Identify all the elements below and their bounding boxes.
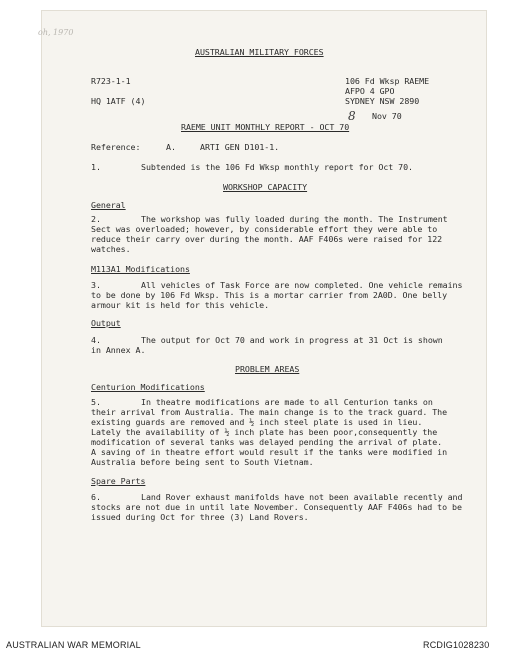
para-1-text: Subtended is the 106 Fd Wksp monthly report for Oct 70. [141, 162, 413, 172]
reference-value: ARTI GEN D101-1. [200, 142, 280, 152]
para-5-line-3: existing guards are removed and ½ inch steel plate is used in lieu. [91, 417, 423, 427]
document-title: AUSTRALIAN MILITARY FORCES [195, 47, 324, 57]
section-title-problem-areas: PROBLEM AREAS [235, 364, 300, 374]
report-date: Nov 70 [372, 111, 402, 121]
footer-institution: AUSTRALIAN WAR MEMORIAL [6, 640, 141, 650]
para-5-line-7: Australia before being sent to South Vietnam. [91, 457, 314, 467]
para-3-line-1: All vehicles of Task Force are now completed. One vehicle remains [141, 280, 463, 290]
report-title: RAEME UNIT MONTHLY REPORT - OCT 70 [181, 122, 350, 132]
reference-label: Reference: [91, 142, 141, 152]
unit-address-line-3: SYDNEY NSW 2890 [345, 96, 420, 106]
para-4-number: 4. [91, 335, 101, 345]
para-2-line-3: reduce their carry over during the month. AAF F406s were raised for 122 [91, 234, 443, 244]
para-5-line-4: Lately the availability of ½ inch plate has been poor,consequently the [91, 427, 438, 437]
para-5-line-6: A saving of in theatre effort would result if the tanks were modified in [91, 447, 448, 457]
para-5-line-2: their arrival from Australia. The main change is to the track guard. The [91, 407, 448, 417]
unit-address-line-2: AFPO 4 GPO [345, 86, 395, 96]
para-5-line-5: modification of several tanks was delayed pending the arrival of plate. [91, 437, 443, 447]
distribution: HQ 1ATF (4) [91, 96, 146, 106]
para-1-number: 1. [91, 162, 101, 172]
para-3-line-2: to be done by 106 Fd Wksp. This is a mortar carrier from 2A0D. One belly [91, 290, 448, 300]
para-3-number: 3. [91, 280, 101, 290]
heading-m113a1: M113A1 Modifications [91, 264, 190, 274]
heading-spare-parts: Spare Parts [91, 476, 146, 486]
para-5-line-1: In theatre modifications are made to all Centurion tanks on [141, 397, 433, 407]
unit-address-line-1: 106 Fd Wksp RAEME [345, 76, 430, 86]
para-3-line-3: armour kit is held for this vehicle. [91, 300, 270, 310]
para-2-number: 2. [91, 214, 101, 224]
para-6-number: 6. [91, 492, 101, 502]
para-6-line-3: issued during Oct for three (3) Land Rovers. [91, 512, 309, 522]
para-2-line-1: The workshop was fully loaded during the month. The Instrument [141, 214, 448, 224]
reference-item: A. [166, 142, 176, 152]
handwritten-day: 8 [348, 109, 356, 123]
para-2-line-2: Sect was overloaded; however, by considerable effort they were able to [91, 224, 438, 234]
para-6-line-1: Land Rover exhaust manifolds have not been available recently and [141, 492, 463, 502]
pencil-scribble: oh, 1970 [38, 28, 74, 37]
file-reference: R723-1-1 [91, 76, 131, 86]
para-2-line-4: watches. [91, 244, 131, 254]
para-4-line-1: The output for Oct 70 and work in progress at 31 Oct is shown [141, 335, 443, 345]
footer-record-id: RCDIG1028230 [423, 640, 490, 650]
section-title-workshop-capacity: WORKSHOP CAPACITY [223, 182, 308, 192]
para-4-line-2: in Annex A. [91, 345, 146, 355]
heading-general: General [91, 200, 126, 210]
para-6-line-2: stocks are not due in until late November. Consequently AAF F406s had to be [91, 502, 462, 512]
para-5-number: 5. [91, 397, 101, 407]
heading-centurion: Centurion Modifications [91, 382, 205, 392]
heading-output: Output [91, 318, 121, 328]
